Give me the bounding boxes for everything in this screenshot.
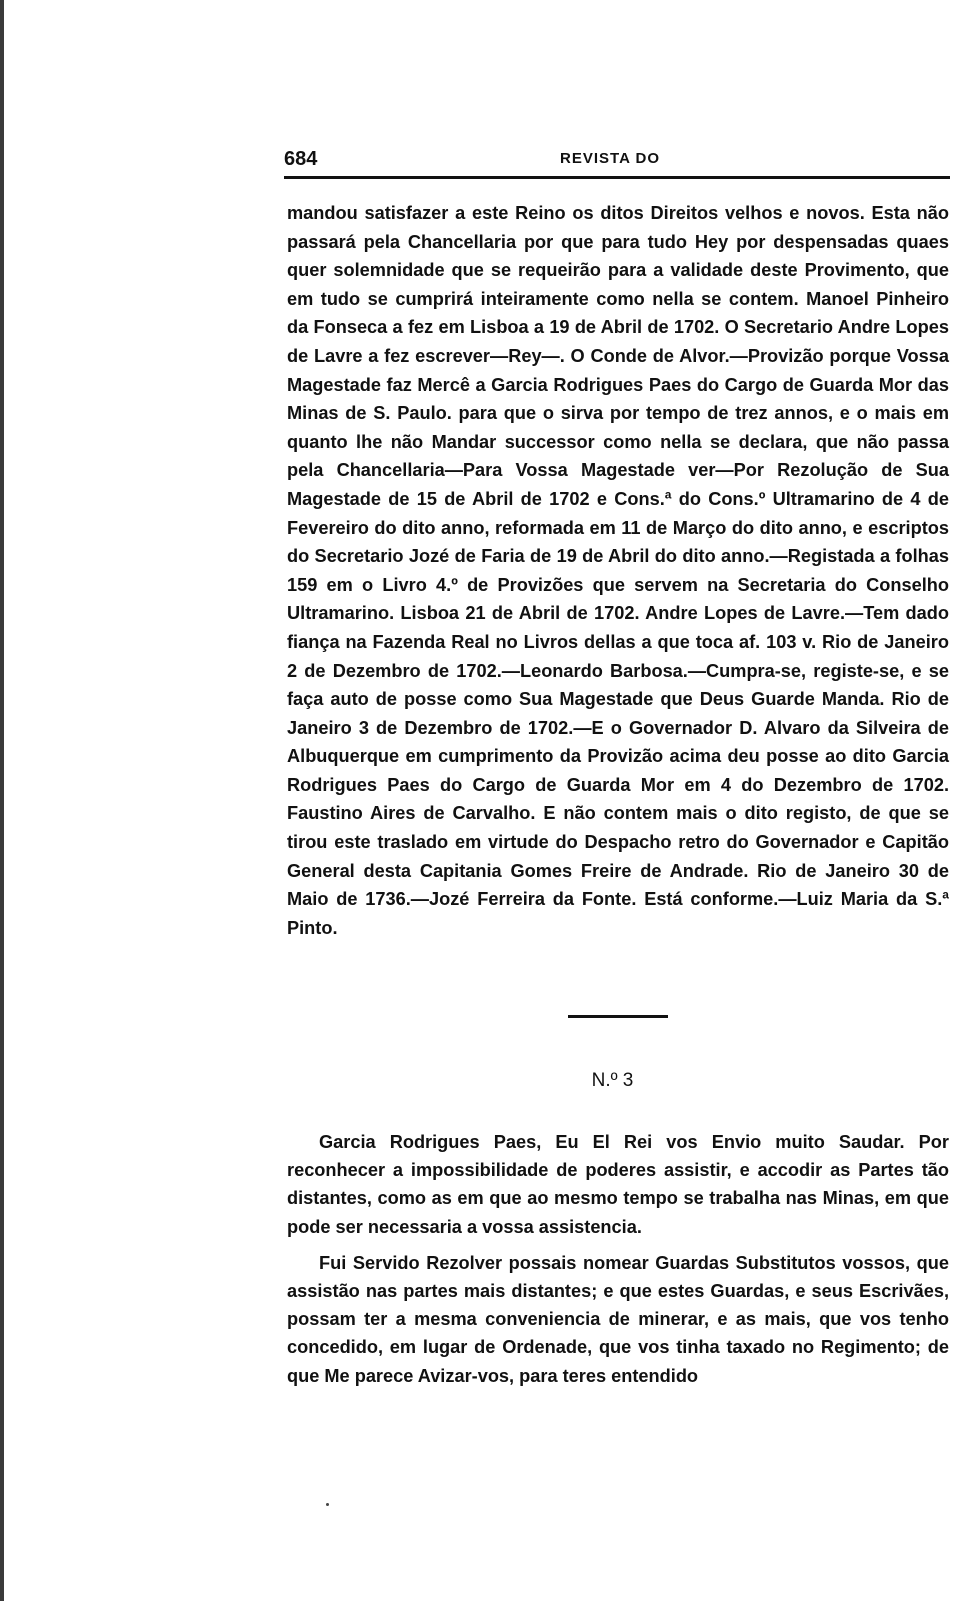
paragraph: Fui Servido Rezolver possais nomear Guardas Substitutos vossos, que assistão nas partes mais distantes; e que estes Guardas, e seus Escrivães, possam ter a mesma conveniencia de minerar, e as mais, que vos tenho concedido, em lugar de Ordenade, que vos tinha taxado no Regimento; de que Me parece Avizar-vos, para teres entendido [287,1252,949,1386]
text-block-continuation [287,199,949,942]
section-separator [568,1015,668,1018]
page-header [284,148,952,174]
paragraph: Garcia Rodrigues Paes, Eu El Rei vos Envio muito Saudar. Por reconhecer a impossibilidade de poderes assistir, e accodir as Partes tão distantes, como as em que ao mesmo tempo se trabalha nas Minas, em que pode ser necessaria a vossa assistencia. [287,1132,949,1237]
section-number: N.º 3 [591,1070,634,1091]
page-number: 684 [284,148,318,170]
scan-edge [0,0,4,1601]
running-title: REVISTA DO [560,150,661,167]
scan-speck [326,1503,329,1506]
header-rule [284,176,950,179]
paragraph: mandou satisfazer a este Reino os ditos Direitos velhos e novos. Esta não passará pela Chancellaria por que para tudo Hey por despensadas quaes quer solemnidade que se requeirão para a validade deste Provimento, que em tudo se cumprirá inteiramente como nella se contem. Manoel Pinheiro da Fonseca a fez em Lisboa a 19 de Abril de 1702. O Secretario Andre Lopes de Lavre a fez escrever—Rey—. O Conde de Alvor.—Provizão porque Vossa Magestade faz Mercê a Garcia Rodrigues Paes do Cargo de Guarda Mor das Minas de S. Paulo. para que o sirva por tempo de trez annos, e o mais em quanto lhe não Mandar successor como nella se declara, que não passa pela Chancellaria—Para Vossa Magestade ver—Por Rezolução de Sua Magestade de 15 de Abril de 1702 e Cons.ª do Cons.º Ultramarino de 4 de Fevereiro do dito anno, reformada em 11 de Março do dito anno, e escriptos do Secretario Jozé de Faria de 19 de Abril do dito anno.—Registada a folhas 159 em o Livro 4.º de Provizões que servem na Secretaria do Conselho Ultramarino. Lisboa 21 de Abril de 1702. Andre Lopes de Lavre.—Tem dado fiança na Fazenda Real no Livros dellas a que toca af. 103 v. Rio de Janeiro 2 de Dezembro de 1702.—Leonardo Barbosa.—Cumpra-se, registe-se, e se faça auto de posse como Sua Magestade que Deus Guarde Manda. Rio de Janeiro 3 de Dezembro de 1702.—E o Governador D. Alvaro da Silveira de Albuquerque em cumprimento da Provizão acima deu posse ao dito Garcia Rodrigues Paes do Cargo de Guarda Mor em 4 do Dezembro de 1702. Faustino Aires de Carvalho. E não contem mais o dito registo, de que se tirou este traslado em virtude do Despacho retro do Governador e Capitão General desta Capitania Gomes Freire de Andrade. Rio de Janeiro 30 de Maio de 1736.—Jozé Ferreira da Fonte. Está conforme.—Luiz Maria da S.ª Pinto. [287,203,949,938]
text-block-letter [287,1128,949,1398]
